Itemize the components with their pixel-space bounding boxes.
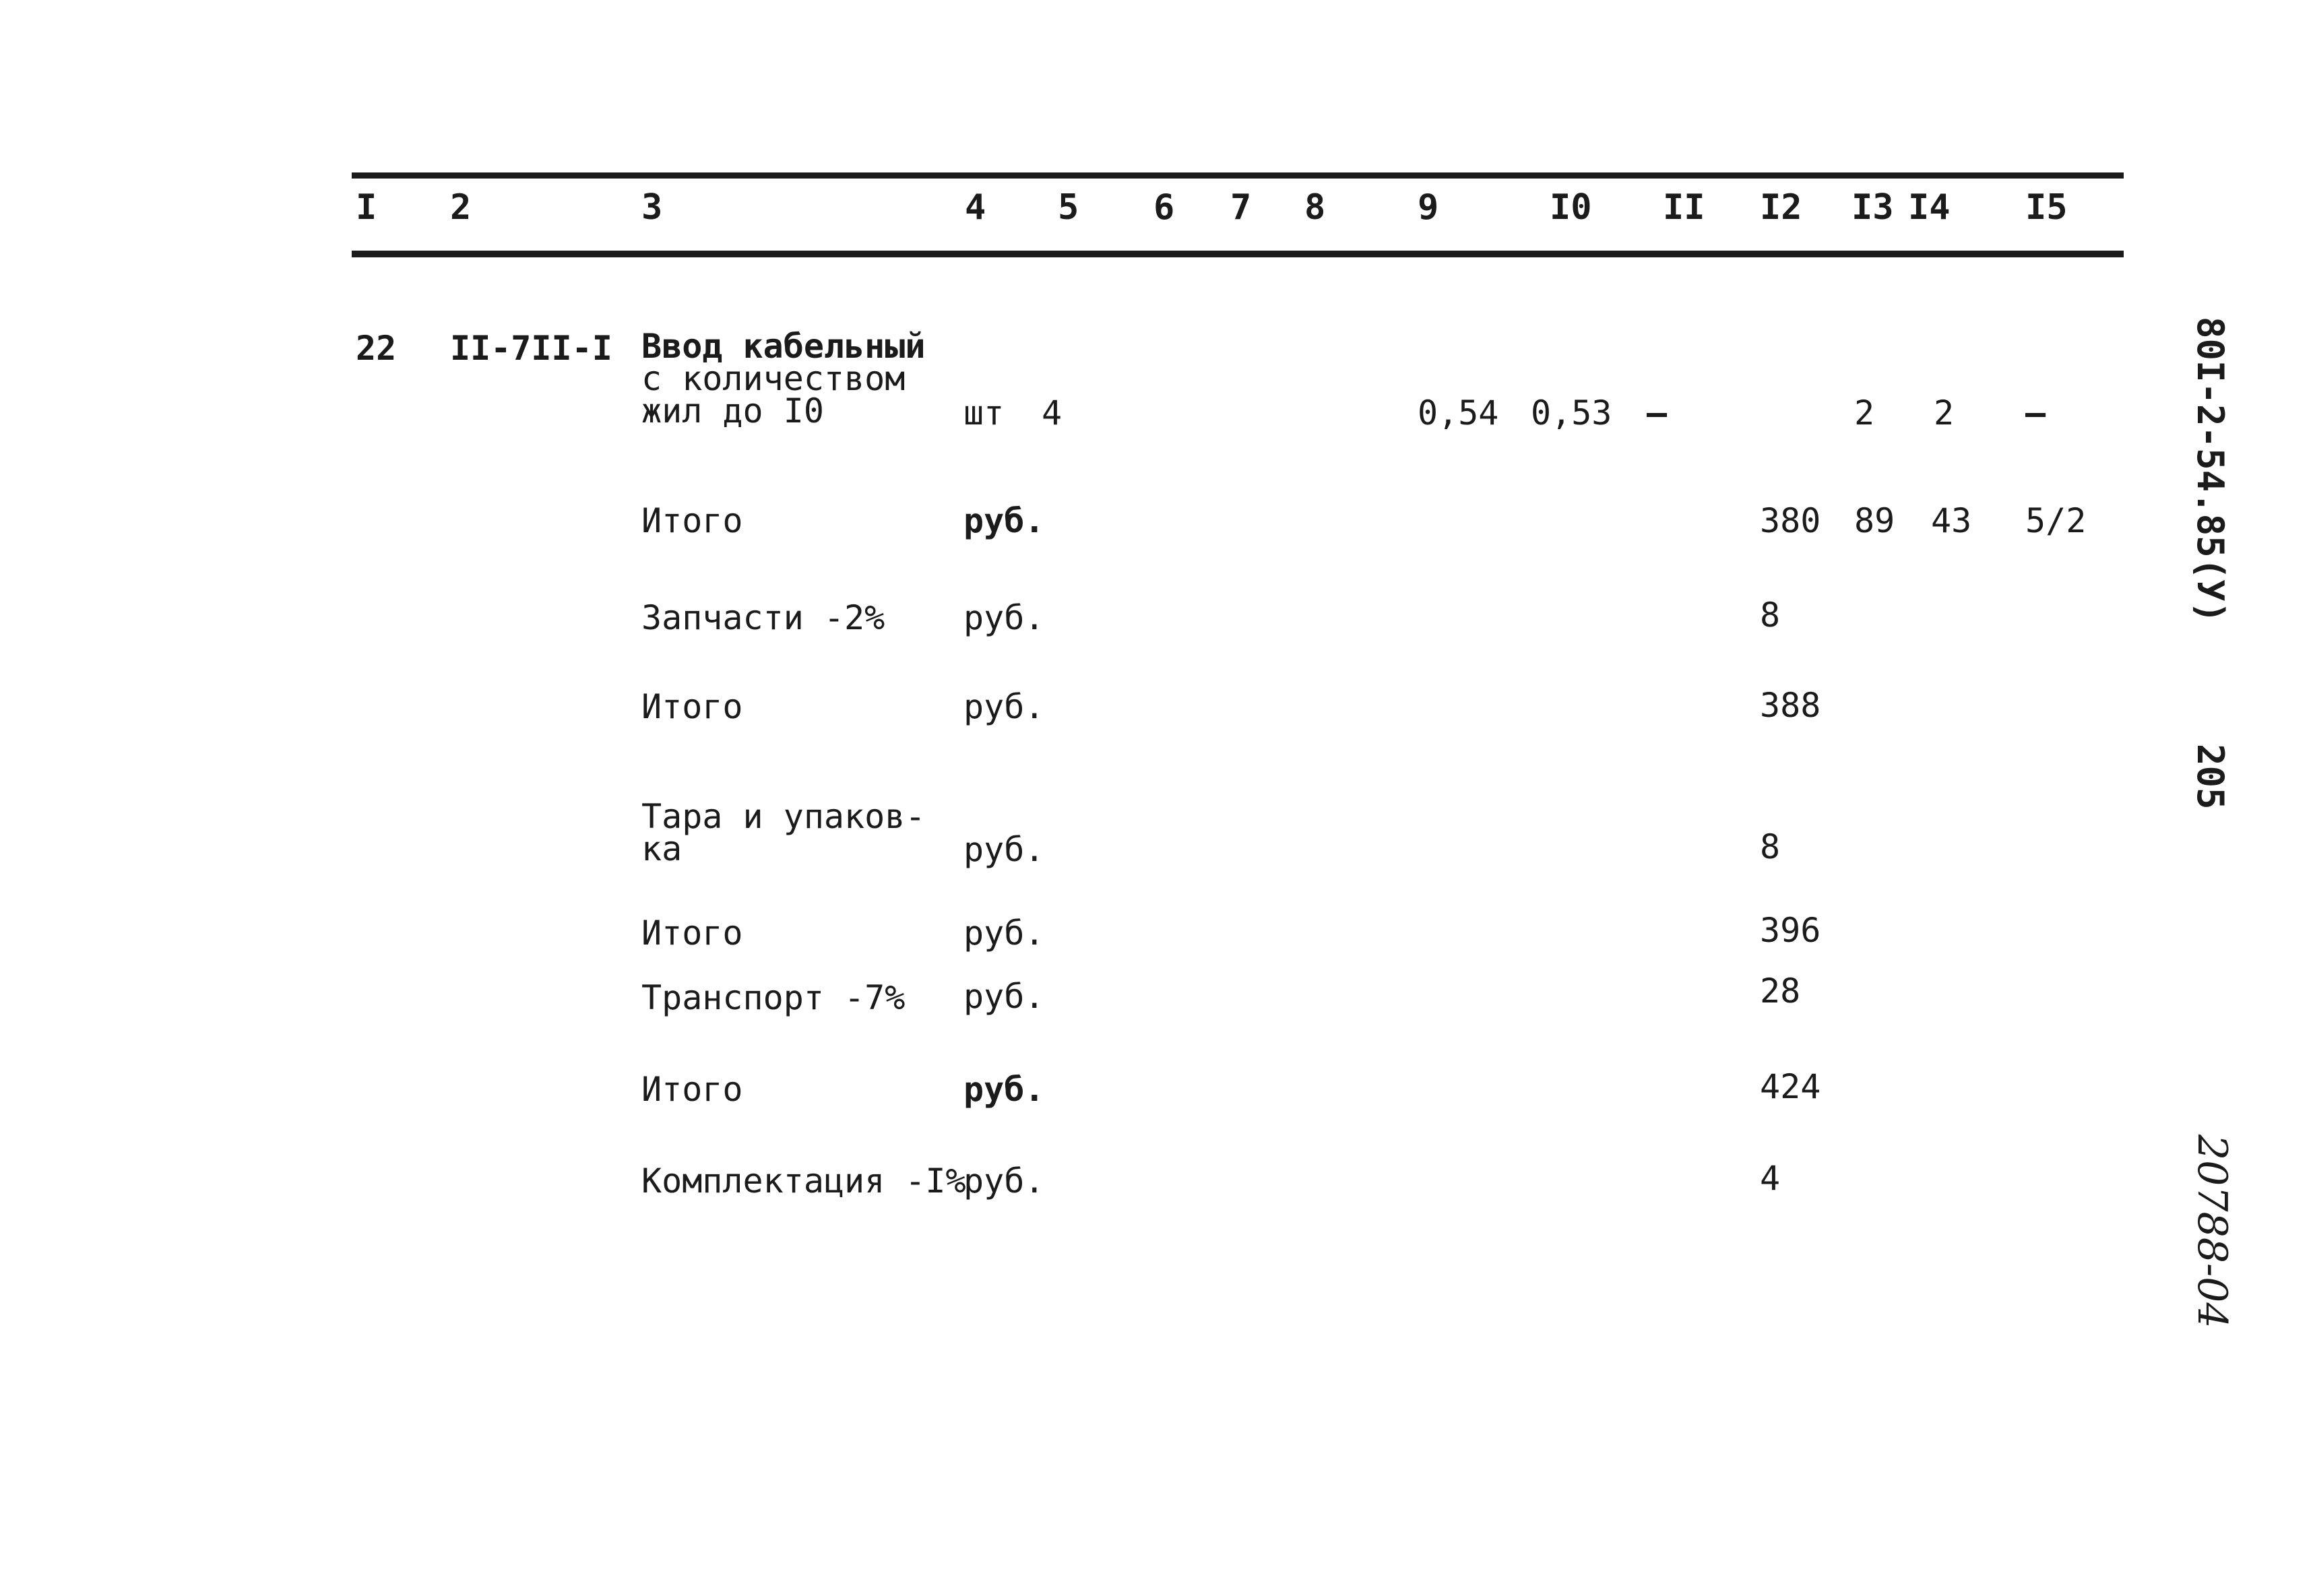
item-col-15: –	[2025, 393, 2046, 433]
item-col-11: –	[1647, 393, 1668, 433]
archive-number: 20788-04	[2188, 1135, 2236, 1329]
item-name	[641, 327, 926, 430]
summary-label: Итого	[641, 687, 743, 726]
item-name-line: жил до I0	[641, 391, 824, 430]
item-quantity: 4	[1042, 393, 1063, 433]
summary-label: Комплектация -I%	[641, 1161, 966, 1201]
summary-col-13: 89	[1854, 501, 1895, 540]
summary-unit: руб.	[963, 977, 1045, 1016]
summary-label-line: ка	[641, 829, 683, 868]
header-bottom-rule	[352, 251, 2124, 257]
summary-col-12: 28	[1760, 971, 1801, 1011]
column-header-9: 9	[1418, 187, 1439, 228]
summary-label: Итого	[641, 1070, 743, 1109]
summary-unit: руб.	[963, 830, 1045, 869]
column-header-2: 2	[450, 187, 472, 228]
summary-unit: руб.	[963, 1070, 1045, 1109]
summary-col-12: 380	[1760, 501, 1821, 540]
summary-label: Итого	[641, 914, 743, 953]
column-header-6: 6	[1153, 187, 1175, 228]
summary-col-15: 5/2	[2025, 501, 2087, 540]
column-header-4: 4	[965, 187, 986, 228]
summary-col-12: 388	[1760, 686, 1821, 725]
summary-label: Итого	[641, 501, 743, 540]
item-number: 22	[356, 329, 397, 368]
summary-unit: руб.	[963, 914, 1045, 953]
summary-label: Транспорт -7%	[641, 978, 906, 1017]
summary-unit: руб.	[963, 687, 1045, 726]
column-header-7: 7	[1230, 187, 1252, 228]
item-code: II-7II-I	[450, 329, 612, 368]
summary-label: Запчасти -2%	[641, 598, 885, 637]
column-header-14: I4	[1908, 187, 1951, 228]
item-col-13: 2	[1854, 393, 1875, 433]
column-header-15: I5	[2025, 187, 2068, 228]
item-col-9: 0,54	[1418, 393, 1499, 433]
summary-label	[641, 797, 926, 868]
item-name-line: с количеством	[641, 359, 906, 398]
summary-unit: руб.	[963, 598, 1045, 637]
item-unit: шт	[963, 393, 1005, 433]
summary-col-12: 8	[1760, 827, 1781, 866]
column-header-3: 3	[641, 187, 663, 228]
column-header-12: I2	[1760, 187, 1802, 228]
column-header-5: 5	[1058, 187, 1079, 228]
column-header-13: I3	[1851, 187, 1894, 228]
page-number: 205	[2189, 744, 2231, 810]
summary-label-line: Тара и упаков-	[641, 797, 926, 836]
summary-col-12: 396	[1760, 911, 1821, 950]
summary-unit: руб.	[963, 1161, 1045, 1201]
document-code: 80I-2-54.85(У)	[2189, 317, 2231, 624]
summary-col-12: 8	[1760, 596, 1781, 635]
summary-col-14: 43	[1931, 501, 1972, 540]
column-header-1: I	[356, 187, 377, 228]
summary-col-12: 424	[1760, 1067, 1821, 1106]
column-header-10: I0	[1550, 187, 1592, 228]
summary-unit: руб.	[963, 501, 1045, 540]
column-header-11: II	[1663, 187, 1705, 228]
item-col-10: 0,53	[1531, 393, 1612, 433]
summary-col-12: 4	[1760, 1159, 1781, 1198]
column-header-8: 8	[1304, 187, 1326, 228]
item-name-line: Ввод кабельный	[641, 327, 926, 366]
item-col-14: 2	[1934, 393, 1955, 433]
header-top-rule	[352, 172, 2124, 179]
